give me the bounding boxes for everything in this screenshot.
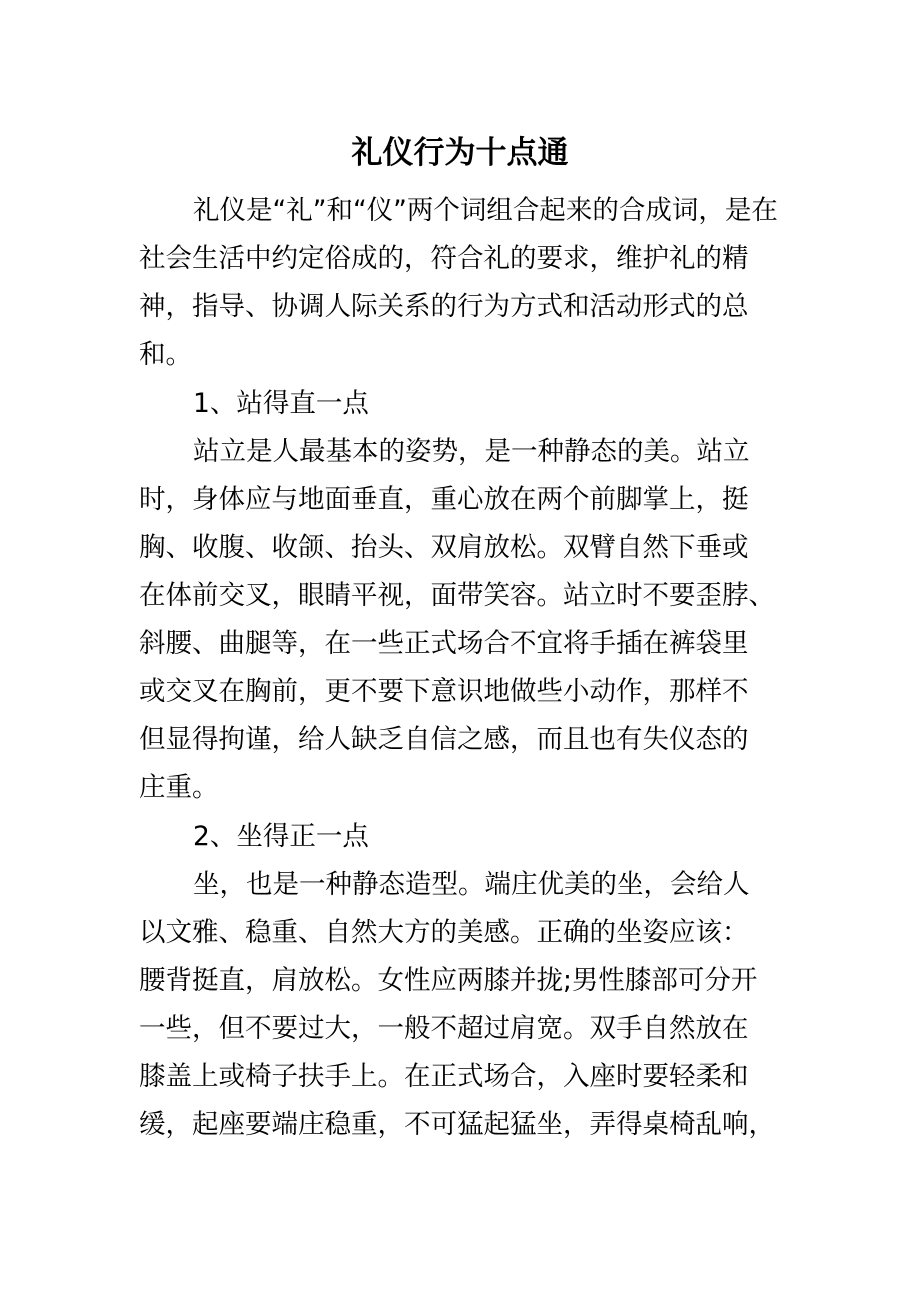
section-heading: 1、站得直一点 <box>193 388 369 419</box>
section-heading: 2、坐得正一点 <box>193 821 369 852</box>
paragraph-line: 斜腰、曲腿等，在一些正式场合不宜将手插在裤袋里 <box>139 628 749 659</box>
paragraph-line: 和。 <box>139 339 192 370</box>
paragraph-line: 神，指导、协调人际关系的行为方式和活动形式的总 <box>139 291 749 322</box>
paragraph-line: 庄重。 <box>139 772 219 803</box>
document-title: 礼仪行为十点通 <box>351 135 569 171</box>
paragraph-line: 一些，但不要过大，一般不超过肩宽。双手自然放在 <box>139 1013 749 1044</box>
paragraph-line: 腰背挺直，肩放松。女性应两膝并拢;男性膝部可分开 <box>139 965 758 996</box>
paragraph-line: 社会生活中约定俗成的，符合礼的要求，维护礼的精 <box>139 243 749 274</box>
paragraph-line: 以文雅、稳重、自然大方的美感。正确的坐姿应该： <box>139 917 749 948</box>
paragraph-line: 站立是人最基本的姿势，是一种静态的美。站立 <box>193 436 750 467</box>
paragraph-line: 胸、收腹、收颌、抬头、双肩放松。双臂自然下垂或 <box>139 532 749 563</box>
paragraph-line: 时，身体应与地面垂直，重心放在两个前脚掌上，挺 <box>139 484 749 515</box>
paragraph-line: 礼仪是“礼”和“仪”两个词组合起来的合成词，是在 <box>193 195 778 226</box>
paragraph-line: 在体前交叉，眼睛平视，面带笑容。站立时不要歪脖、 <box>139 580 775 611</box>
paragraph-line: 坐，也是一种静态造型。端庄优美的坐，会给人 <box>193 869 750 900</box>
paragraph-line: 但显得拘谨，给人缺乏自信之感，而且也有失仪态的 <box>139 724 749 755</box>
paragraph-line: 膝盖上或椅子扶手上。在正式场合，入座时要轻柔和 <box>139 1061 749 1092</box>
paragraph-line: 或交叉在胸前，更不要下意识地做些小动作，那样不 <box>139 676 749 707</box>
paragraph-line: 缓，起座要端庄稳重，不可猛起猛坐，弄得桌椅乱响， <box>139 1109 775 1140</box>
